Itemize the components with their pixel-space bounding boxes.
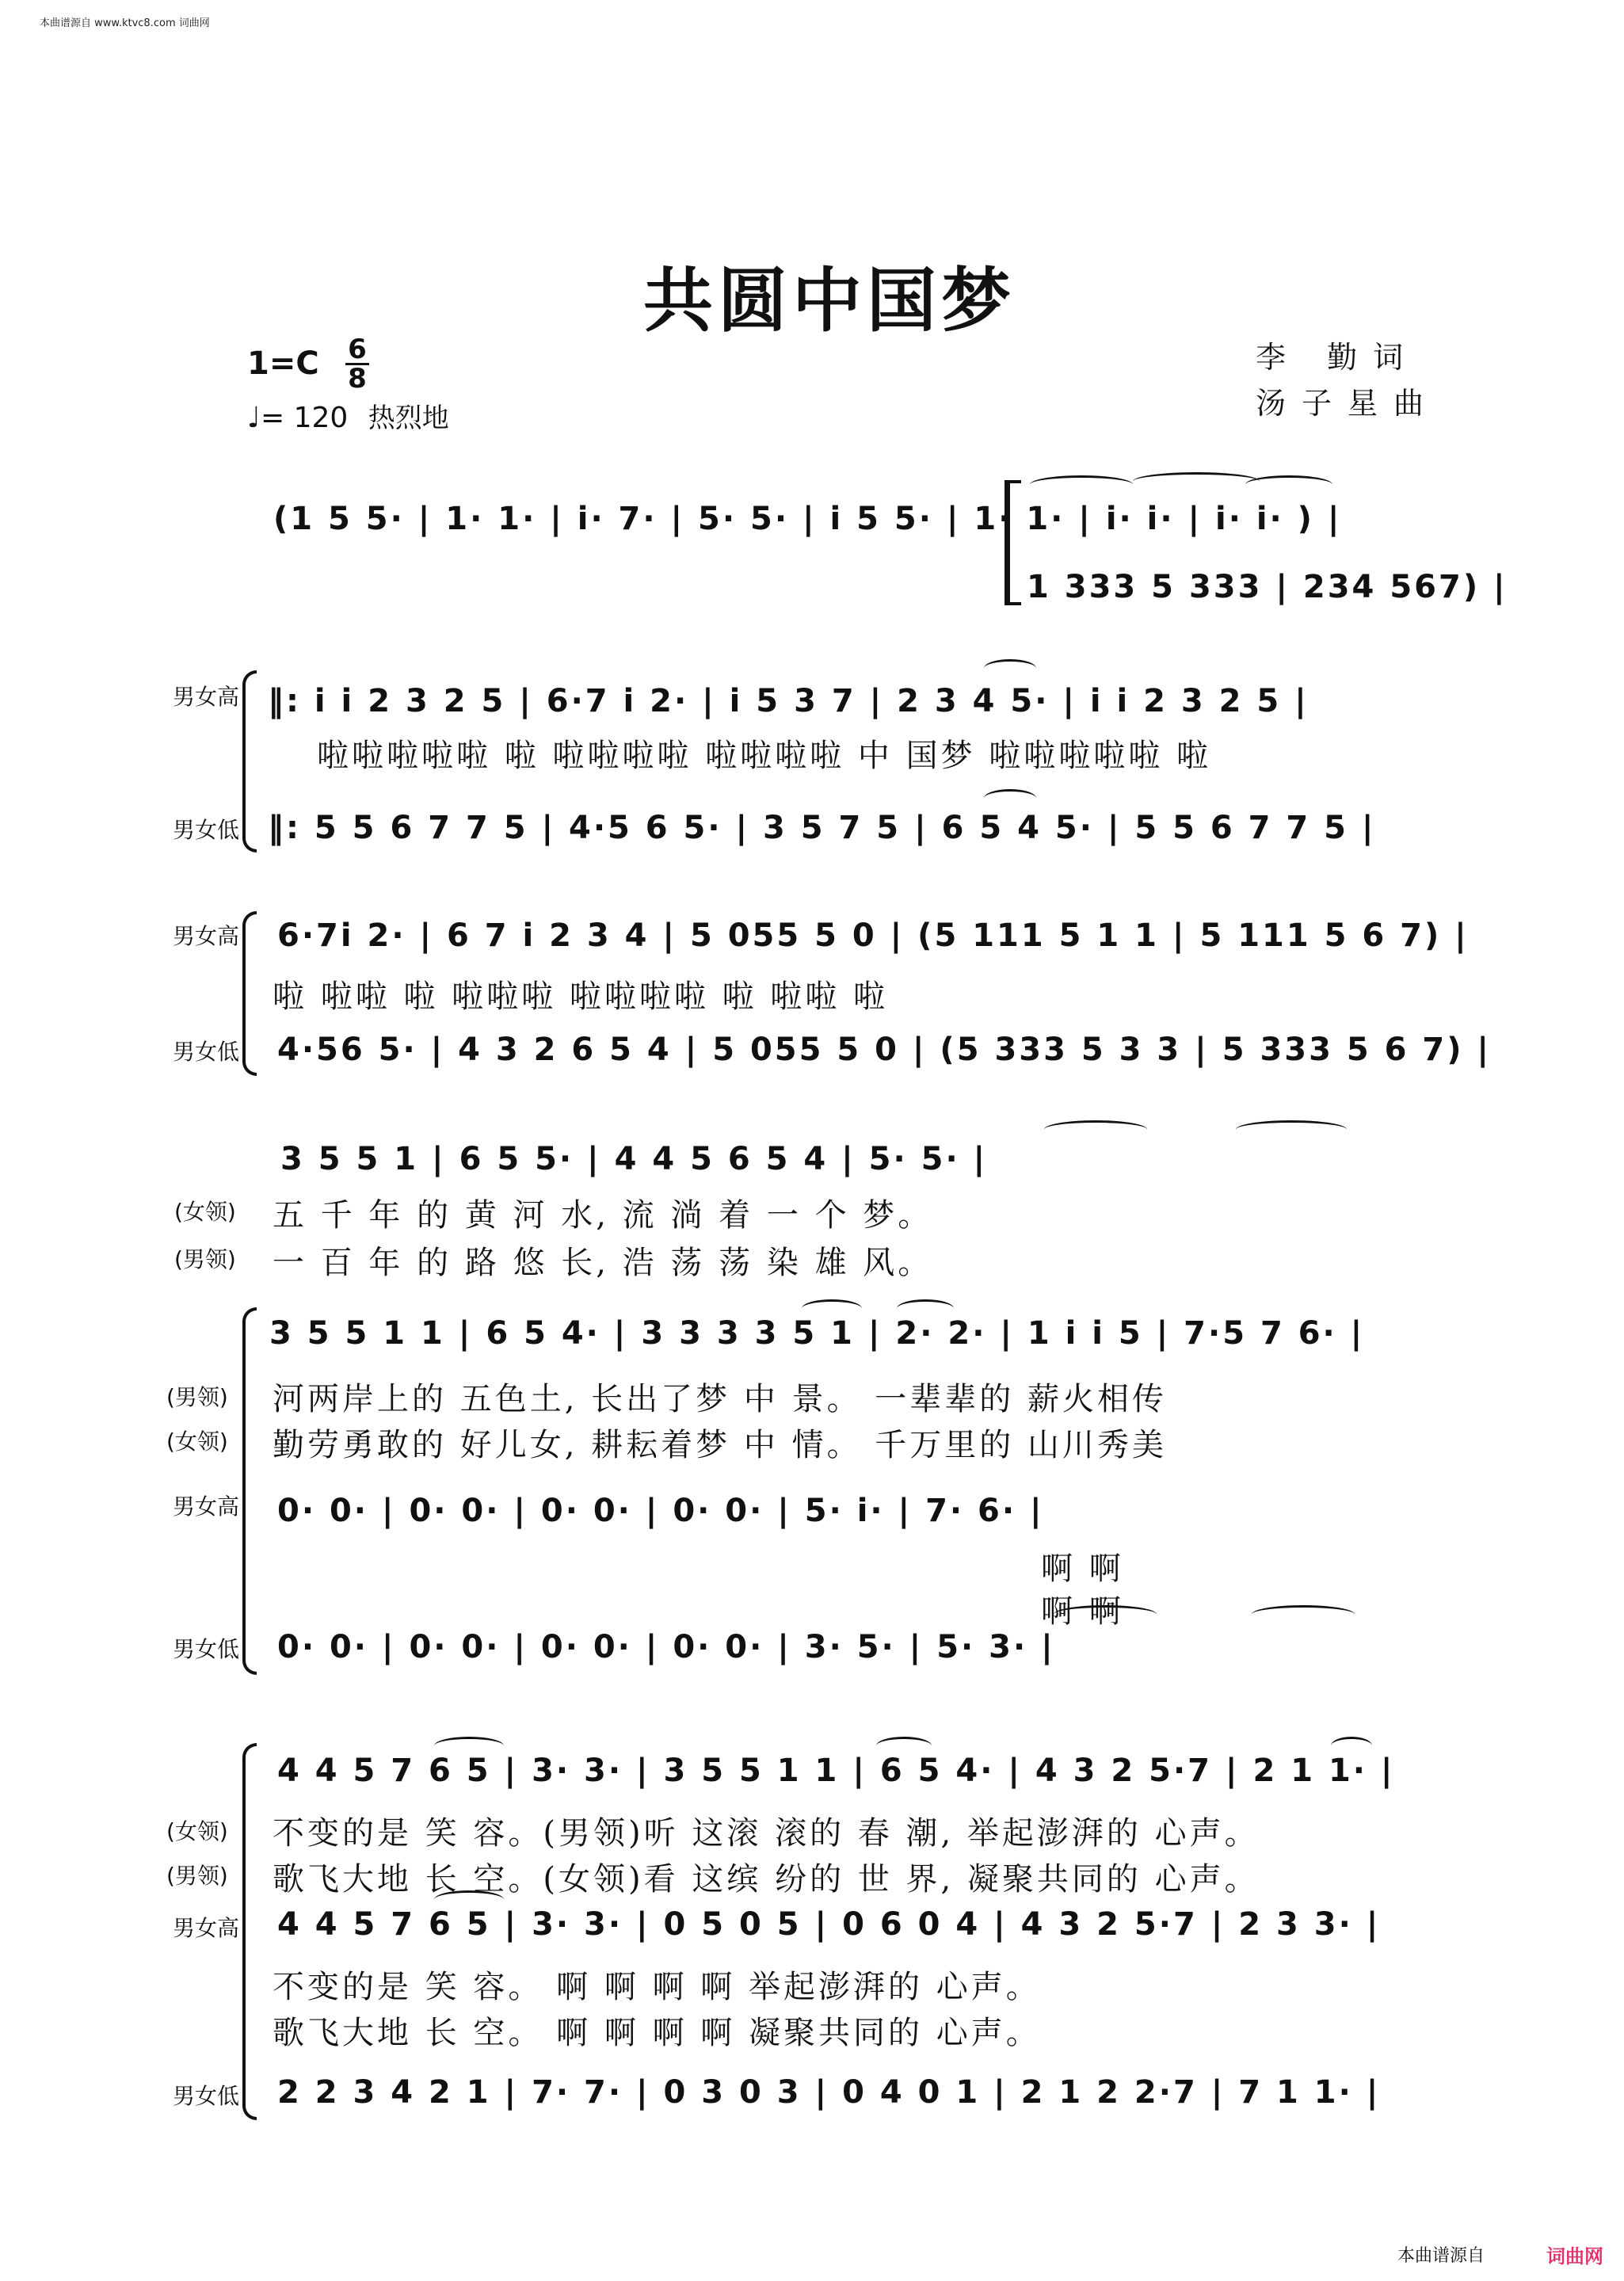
- low-voice-line: 0· 0· | 0· 0· | 0· 0· | 0· 0· | 3· 5· | 5· 3· |: [277, 1629, 1055, 1665]
- footer-site-logo[interactable]: 词曲网: [1546, 2245, 1603, 2268]
- key-signature: 1=C: [247, 345, 319, 382]
- intro-lower-line: 1 333 5 333 | 234 567) |: [1027, 569, 1508, 605]
- source-note: 本曲谱源自 www.ktvc8.com 词曲网: [40, 17, 210, 29]
- edge-decoration: [1611, 0, 1622, 2281]
- label-female-lead: (女领): [174, 1199, 236, 1225]
- low-voice-line: 4·56 5· | 4 3 2 6 5 4 | 5 055 5 0 | (5 333 5 3 3 | 5 333 5 6 7) |: [277, 1032, 1492, 1068]
- high-voice-line: ‖: i i 2 3 2 5 | 6·7 i 2· | i 5 3 7 | 2 3 4 5· | i i 2 3 2 5 |: [268, 683, 1309, 719]
- high-voice-line: 6·7i 2· | 6 7 i 2 3 4 | 5 055 5 0 | (5 111 5 1 1 | 5 111 5 6 7) |: [277, 917, 1469, 954]
- lyric-male: 一 百 年 的 路 悠 长, 浩 荡 荡 染 雄 风。: [273, 1245, 933, 1281]
- staff-brace: [242, 1743, 257, 2120]
- time-signature-bottom: 8: [348, 363, 367, 395]
- high-voice-line: 0· 0· | 0· 0· | 0· 0· | 0· 0· | 5· i· | 7· 6· |: [277, 1493, 1044, 1529]
- slur-arc: [1331, 1737, 1372, 1755]
- label-low-voice: 男女低: [173, 817, 240, 843]
- composer-credit: 汤子星曲: [1256, 386, 1440, 421]
- intro-upper-line: (1 5 5· | 1· 1· | i· 7· | 5· 5· | i 5 5· | 1· 1· | i· i· | i· i· ) |: [273, 501, 1342, 537]
- label-high-voice: 男女高: [173, 923, 240, 949]
- lyric-female: 不变的是 笑 容。(男领)听 这滚 滚的 春 潮, 举起澎湃的 心声。: [273, 1815, 1260, 1852]
- tie-arc: [1245, 475, 1332, 494]
- label-high-voice: 男女高: [173, 1915, 240, 1941]
- slur-arc: [1054, 1605, 1157, 1623]
- label-female-lead: (女领): [166, 1428, 228, 1455]
- label-low-voice: 男女低: [173, 2083, 240, 2109]
- lyric-male: 歌飞大地 长 空。(女领)看 这缤 纷的 世 界, 凝聚共同的 心声。: [273, 1861, 1260, 1898]
- slur-arc: [434, 1737, 504, 1755]
- high-voice-line: 4 4 5 7 6 5 | 3· 3· | 0 5 0 5 | 0 6 0 4 | 4 3 2 5·7 | 2 3 3· |: [277, 1906, 1381, 1943]
- low-voice-line: 2 2 3 4 2 1 | 7· 7· | 0 3 0 3 | 0 4 0 1 | 2 1 2 2·7 | 7 1 1· |: [277, 2074, 1381, 2111]
- lyric-line: 啦 啦啦 啦 啦啦啦 啦啦啦啦 啦 啦啦 啦: [273, 978, 889, 1015]
- lyricist-credit: 李 勤词: [1256, 340, 1420, 375]
- slur-arc: [802, 1299, 862, 1318]
- slur-arc: [984, 659, 1036, 677]
- slur-arc: [984, 789, 1036, 807]
- label-male-lead: (男领): [166, 1863, 228, 1889]
- lyric-female: 五 千 年 的 黄 河 水, 流 淌 着 一 个 梦。: [273, 1197, 933, 1234]
- time-signature: [345, 334, 369, 395]
- label-high-voice: 男女高: [173, 684, 240, 710]
- tie-arc: [1133, 472, 1260, 490]
- slur-arc: [876, 1737, 932, 1755]
- label-male-lead: (男领): [174, 1246, 236, 1272]
- low-voice-line: ‖: 5 5 6 7 7 5 | 4·5 6 5· | 3 5 7 5 | 6 5 4 5· | 5 5 6 7 7 5 |: [268, 810, 1376, 846]
- ah-line-1: 啊 啊: [1041, 1551, 1124, 1587]
- label-male-lead: (男领): [166, 1384, 228, 1410]
- lyric-line: 啦啦啦啦啦 啦 啦啦啦啦 啦啦啦啦 中 国梦 啦啦啦啦啦 啦: [317, 738, 1212, 774]
- tempo-mark: 热烈地: [368, 402, 449, 434]
- tie-arc: [1236, 1120, 1347, 1139]
- slur-arc: [897, 1299, 954, 1318]
- tempo: [247, 396, 449, 435]
- slur-arc: [1044, 1120, 1147, 1139]
- slur-arc: [1252, 1605, 1355, 1623]
- melody-line: 3 5 5 1 1 | 6 5 4· | 3 3 3 3 5 1 | 2· 2· | 1 i i 5 | 7·5 7 6· |: [269, 1315, 1365, 1352]
- lyric-male: 河两岸上的 五色土, 长出了梦 中 景。 一辈辈的 薪火相传: [273, 1381, 1168, 1417]
- label-high-voice: 男女高: [173, 1493, 240, 1520]
- staff-brace: [242, 911, 257, 1076]
- melody-line: 3 5 5 1 | 6 5 5· | 4 4 5 6 5 4 | 5· 5· |: [280, 1141, 988, 1177]
- label-female-lead: (女领): [166, 1818, 228, 1844]
- label-low-voice: 男女低: [173, 1636, 240, 1662]
- staff-brace: [242, 670, 257, 853]
- melody-line: 4 4 5 7 6 5 | 3· 3· | 3 5 5 1 1 | 6 5 4· | 4 3 2 5·7 | 2 1 1· |: [277, 1753, 1395, 1789]
- lyric-high-1: 不变的是 笑 容。 啊 啊 啊 啊 举起澎湃的 心声。: [273, 1969, 1041, 2005]
- footer-source: 本曲谱源自: [1397, 2246, 1485, 2266]
- label-low-voice: 男女低: [173, 1039, 240, 1065]
- time-signature-top: 6: [348, 334, 367, 365]
- tie-arc: [1030, 475, 1133, 494]
- quarter-note-icon: ♩: [247, 402, 261, 434]
- staff-brace: [242, 1307, 257, 1675]
- slur-arc: [434, 1890, 504, 1909]
- intro-bracket: [1005, 480, 1021, 605]
- lyric-female: 勤劳勇敢的 好儿女, 耕耘着梦 中 情。 千万里的 山川秀美: [273, 1427, 1168, 1463]
- lyric-high-2: 歌飞大地 长 空。 啊 啊 啊 啊 凝聚共同的 心声。: [273, 2015, 1041, 2051]
- tempo-value: = 120: [260, 402, 349, 434]
- song-title: 共圆中国梦: [643, 259, 1016, 341]
- ah-line-2: 啊 啊: [1041, 1593, 1124, 1630]
